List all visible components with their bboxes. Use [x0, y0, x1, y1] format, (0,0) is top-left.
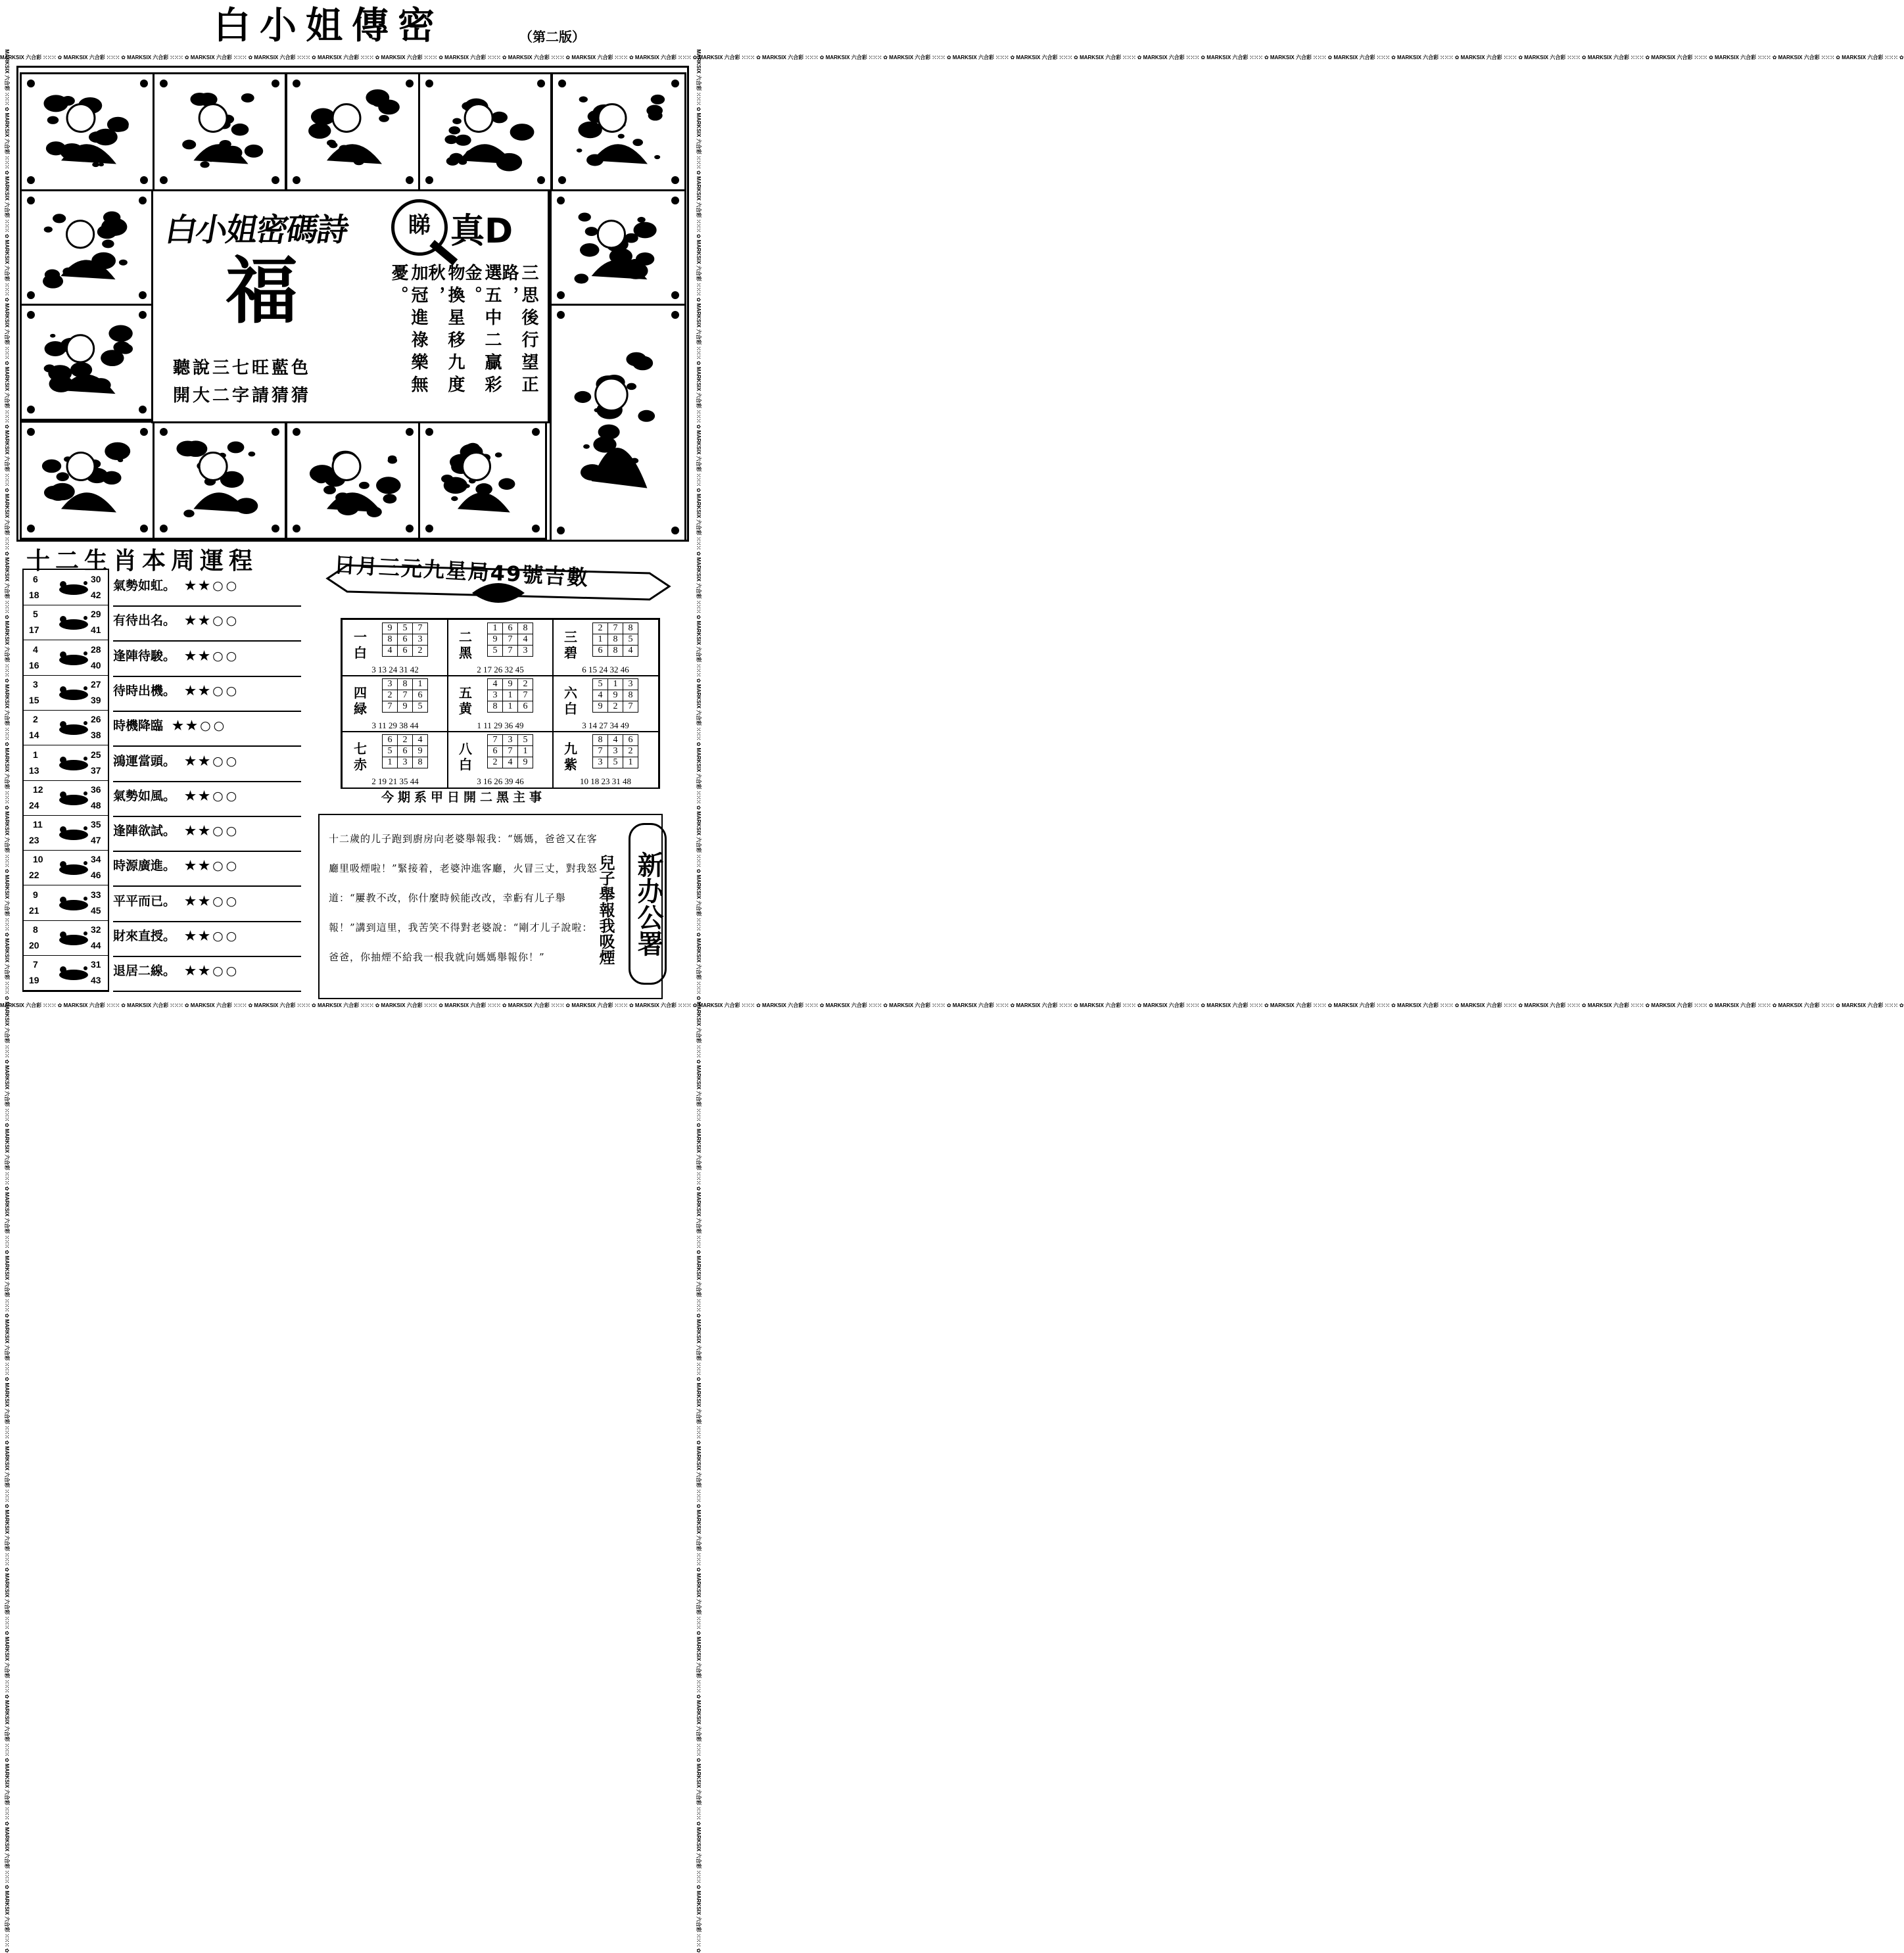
magic-square-cell: 8 [623, 623, 638, 634]
child-illustration-icon [22, 306, 152, 419]
fortune-text: 財來直授。 [113, 929, 176, 943]
magic-square-cell: 4 [593, 690, 608, 701]
magic-square-cell: 1 [593, 634, 608, 646]
zodiac-animal-icon [50, 927, 97, 948]
fortune-stars: ★★○○ [185, 753, 240, 768]
zodiac-num-c: 34 [91, 854, 101, 865]
magic-square-cell: 9 [503, 679, 518, 690]
zodiac-num-a: 2 [33, 714, 38, 725]
zodiac-animal-icon [50, 647, 97, 668]
zodiac-num-d: 44 [91, 940, 101, 951]
nine-star-square [342, 731, 448, 788]
magnifier-badge: 睇 [391, 199, 448, 256]
fortune-stars: ★★○○ [185, 824, 240, 839]
star-numbers: 10 18 23 31 48 [580, 776, 631, 786]
star-name: 一白 [354, 629, 367, 661]
fortune-text: 氣勢如風。 [113, 788, 176, 803]
zodiac-animal-icon [50, 682, 97, 703]
star-name: 八白 [459, 741, 472, 772]
magic-square-cell: 9 [608, 690, 623, 701]
zodiac-num-c: 30 [91, 574, 101, 584]
magic-square-cell: 6 [398, 646, 413, 657]
star-magic-square [487, 678, 533, 713]
illustration-cell [20, 189, 154, 306]
illustration-cell [20, 304, 154, 421]
zodiac-num-c: 26 [91, 714, 101, 725]
zodiac-num-b: 13 [29, 765, 39, 776]
magic-square-cell: 1 [518, 746, 533, 757]
magic-square-cell: 4 [488, 679, 503, 690]
child-illustration-icon [420, 74, 550, 189]
star-magic-square [592, 734, 638, 768]
illustration-cell [153, 421, 287, 540]
zodiac-fortune-row [113, 781, 301, 817]
magic-square-cell: 8 [518, 623, 533, 634]
zodiac-num-c: 35 [91, 819, 101, 830]
zodiac-number-column [22, 569, 109, 992]
star-magic-square [592, 678, 638, 713]
zodiac-num-b: 19 [29, 975, 39, 986]
nine-star-square [447, 619, 554, 676]
clue-line-2: 開大二字請猜猜 [173, 386, 312, 406]
magic-square-cell: 8 [608, 634, 623, 646]
illustration-cell [285, 421, 421, 540]
magic-square-cell: 3 [608, 746, 623, 757]
zodiac-animal-icon [50, 717, 97, 738]
story-side-title: 新办公署 [629, 823, 667, 985]
zodiac-row [24, 815, 108, 851]
clue-line-1: 聽說三七旺藍色 [173, 358, 312, 378]
nine-star-square [447, 675, 554, 732]
magic-square-cell: 7 [503, 746, 518, 757]
magic-square-cell: 6 [398, 634, 413, 646]
star-numbers: 3 16 26 39 46 [477, 776, 524, 786]
fortune-stars: ★★○○ [185, 893, 240, 908]
zodiac-fortune-row [113, 641, 301, 677]
zodiac-fortune-row [113, 676, 301, 712]
zodiac-num-c: 25 [91, 749, 101, 760]
fortune-stars: ★★○○ [185, 929, 240, 943]
magic-square-cell: 6 [413, 690, 428, 701]
star-name: 四緑 [354, 685, 367, 717]
lord-of-period: 今期系甲日開二黑主事 [381, 790, 546, 805]
zodiac-animal-icon [50, 752, 97, 773]
zodiac-num-d: 39 [91, 694, 101, 705]
zodiac-fortune-row [113, 746, 301, 782]
zodiac-animal-icon [50, 787, 97, 808]
magic-square-cell: 2 [383, 690, 398, 701]
zodiac-num-c: 31 [91, 959, 101, 970]
zodiac-num-a: 4 [33, 644, 38, 655]
poem-line-4: 加冠進祿樂無憂。 [389, 264, 428, 398]
fortune-text: 有待出名。 [113, 613, 176, 628]
magic-square-cell: 3 [503, 735, 518, 746]
poem-line-3: 物換星移九度秋， [425, 264, 465, 398]
zodiac-row [24, 955, 108, 991]
magic-square-cell: 9 [488, 634, 503, 646]
fortune-stars: ★★○○ [185, 964, 240, 979]
magic-square-cell: 2 [488, 757, 503, 768]
magic-square-cell: 5 [383, 746, 398, 757]
magic-square-cell: 1 [608, 679, 623, 690]
child-illustration-icon [553, 74, 684, 189]
zodiac-fortune-row [113, 851, 301, 887]
magic-square-cell: 7 [503, 634, 518, 646]
fortune-stars: ★★○○ [185, 859, 240, 874]
magic-square-cell: 5 [413, 701, 428, 713]
zodiac-row [24, 640, 108, 676]
star-magic-square [382, 678, 428, 713]
star-numbers: 2 19 21 35 44 [371, 776, 419, 786]
zodiac-animal-icon [50, 611, 97, 632]
nine-star-square [552, 675, 659, 732]
magic-square-cell: 7 [608, 623, 623, 634]
magic-square-cell: 7 [593, 746, 608, 757]
badge-suffix: 真D [450, 212, 513, 251]
star-magic-square [592, 623, 638, 657]
star-name: 三碧 [564, 629, 577, 661]
story-caption: 兒子舉報我吸煙 [596, 855, 615, 965]
zodiac-num-b: 16 [29, 659, 39, 671]
star-name: 九紫 [564, 741, 577, 772]
fortune-text: 平平而已。 [113, 893, 176, 908]
zodiac-fortune-row [113, 605, 301, 642]
illustration-cell [418, 72, 552, 191]
zodiac-num-c: 29 [91, 609, 101, 620]
zodiac-row [24, 885, 108, 921]
zodiac-num-d: 37 [91, 765, 101, 776]
magic-square-cell: 7 [413, 623, 428, 634]
fortune-text: 待時出機。 [113, 683, 176, 698]
zodiac-animal-icon [50, 822, 97, 843]
star-name: 七赤 [354, 741, 367, 772]
magic-square-cell: 5 [488, 646, 503, 657]
nine-star-square [342, 675, 448, 732]
fortune-text: 氣勢如虹。 [113, 578, 176, 593]
zodiac-num-a: 9 [33, 889, 38, 900]
illustration-cell [418, 421, 547, 540]
zodiac-num-b: 14 [29, 730, 39, 741]
fortune-text: 逢陣欲試。 [113, 824, 176, 839]
zodiac-animal-icon [50, 857, 97, 878]
magic-square-cell: 2 [413, 646, 428, 657]
zodiac-row [24, 570, 108, 605]
nine-star-square [552, 619, 659, 676]
magic-square-cell: 3 [383, 679, 398, 690]
magic-square-cell: 5 [593, 679, 608, 690]
zodiac-num-b: 20 [29, 940, 39, 951]
child-illustration-icon [552, 191, 684, 304]
magic-square-cell: 2 [398, 735, 413, 746]
nine-star-square [552, 731, 659, 788]
zodiac-num-c: 32 [91, 924, 101, 935]
banner-text: 日月三元九星局49號吉數 [333, 552, 590, 591]
zodiac-fortune-row [113, 886, 301, 922]
magic-square-cell: 3 [623, 679, 638, 690]
zodiac-num-d: 40 [91, 659, 101, 671]
fortune-text: 退居二線。 [113, 964, 176, 979]
star-name: 五黄 [459, 685, 472, 717]
border-right-wrap [693, 49, 703, 1953]
zodiac-row [24, 745, 108, 781]
magic-square-cell: 3 [518, 646, 533, 657]
zodiac-animal-icon [50, 892, 97, 913]
zodiac-animal-icon [50, 576, 97, 598]
zodiac-num-b: 21 [29, 905, 39, 916]
border-top-strip: MARKSIX 六合彩 ⁙⁙⁙ ✿ MARKSIX 六合彩 ⁙⁙⁙ ✿ MARKSIX 六合彩 ⁙⁙⁙ ✿ MARKSIX 六合彩 ⁙⁙⁙ ✿ MARKSIX 六合彩 ⁙⁙⁙ ✿ MARKSIX 六合彩 ⁙⁙⁙ ✿ MARKSIX 六合彩 ⁙⁙⁙ ✿ MARKSIX 六合彩 ⁙⁙⁙ ✿ MARKSIX 六合彩 ⁙⁙⁙ ✿ MARKSIX 六合彩 ⁙⁙⁙ ✿ MARKSIX 六合彩 ⁙⁙⁙ ✿ MARKSIX 六合彩 ⁙⁙⁙ ✿ MARKSIX 六合彩 ⁙⁙⁙ ✿ MARKSIX 六合彩 ⁙⁙⁙ ✿ MARKSIX 六合彩 ⁙⁙⁙ ✿ MARKSIX 六合彩 ⁙⁙⁙ ✿ MARKSIX 六合彩 ⁙⁙⁙ ✿ MARKSIX 六合彩 ⁙⁙⁙ ✿ MARKSIX 六合彩 ⁙⁙⁙ ✿ MARKSIX 六合彩 ⁙⁙⁙ ✿ MARKSIX 六合彩 ⁙⁙⁙ ✿ MARKSIX 六合彩 ⁙⁙⁙ ✿ MARKSIX 六合彩 ⁙⁙⁙ ✿ MARKSIX 六合彩 ⁙⁙⁙ ✿ MARKSIX 六合彩 ⁙⁙⁙ ✿ MARKSIX 六合彩 ⁙⁙⁙ ✿ MARKSIX 六合彩 ⁙⁙⁙ ✿ MARKSIX 六合彩 ⁙⁙⁙ ✿ MARKSIX 六合彩 ⁙⁙⁙ ✿ MARKSIX 六合彩 ⁙⁙⁙ ✿ [0, 55, 1904, 60]
magic-square-cell: 7 [518, 690, 533, 701]
zodiac-num-b: 15 [29, 694, 39, 705]
zodiac-num-d: 48 [91, 799, 101, 811]
magic-square-cell: 2 [518, 679, 533, 690]
zodiac-num-a: 1 [33, 749, 38, 760]
magic-square-cell: 2 [593, 623, 608, 634]
magic-square-cell: 7 [623, 701, 638, 713]
zodiac-num-a: 7 [33, 959, 38, 970]
zodiac-num-c: 28 [91, 644, 101, 655]
poem-line-2: 選五中二贏彩金。 [462, 264, 502, 398]
zodiac-num-c: 27 [91, 678, 101, 690]
zodiac-fortune-row [113, 571, 301, 607]
magic-square-cell: 3 [398, 757, 413, 768]
magic-square-cell: 9 [398, 701, 413, 713]
magic-square-cell: 1 [383, 757, 398, 768]
illustration-cell [551, 72, 686, 191]
magic-square-cell: 8 [398, 679, 413, 690]
fortune-stars: ★★○○ [172, 718, 227, 734]
magic-square-cell: 8 [413, 757, 428, 768]
magic-square-cell: 3 [593, 757, 608, 768]
nine-star-square [447, 731, 554, 788]
magic-square-cell: 5 [623, 634, 638, 646]
zodiac-row [24, 675, 108, 711]
zodiac-num-d: 38 [91, 730, 101, 741]
edition-label: （第二版） [519, 29, 585, 45]
zodiac-num-d: 42 [91, 590, 101, 600]
magic-square-cell: 1 [623, 757, 638, 768]
nine-star-banner [321, 552, 676, 605]
magic-square-cell: 6 [518, 701, 533, 713]
star-numbers: 3 14 27 34 49 [582, 720, 629, 730]
story-box [318, 814, 663, 999]
magic-square-cell: 6 [503, 623, 518, 634]
star-numbers: 1 11 29 36 49 [477, 720, 524, 730]
child-illustration-icon [287, 74, 419, 189]
zodiac-num-b: 18 [29, 590, 39, 600]
magic-square-cell: 5 [608, 757, 623, 768]
illustration-cell [20, 72, 155, 191]
zodiac-num-a: 12 [33, 784, 43, 795]
magic-square-cell: 4 [383, 646, 398, 657]
poem-line-1: 三思後行望正路， [499, 264, 538, 398]
magic-square-cell: 2 [608, 701, 623, 713]
magic-square-cell: 2 [623, 746, 638, 757]
magic-square-cell: 9 [518, 757, 533, 768]
magic-square-cell: 6 [488, 746, 503, 757]
child-illustration-icon [22, 74, 153, 189]
zodiac-row [24, 780, 108, 816]
fortune-text: 逢陣待駿。 [113, 648, 176, 663]
fortune-stars: ★★○○ [185, 648, 240, 663]
star-name: 二黑 [459, 629, 472, 661]
nine-star-grid [341, 618, 660, 789]
star-name: 六白 [564, 685, 577, 717]
zodiac-row [24, 850, 108, 885]
magic-square-cell: 8 [488, 701, 503, 713]
magic-square-cell: 6 [593, 646, 608, 657]
border-left-wrap [1, 49, 12, 1953]
magic-square-cell: 6 [383, 735, 398, 746]
star-magic-square [382, 734, 428, 768]
magic-square-cell: 5 [518, 735, 533, 746]
fortune-text: 時源廣進。 [113, 859, 176, 874]
zodiac-fortune-row [113, 921, 301, 957]
page-title: 白小姐傳密 [214, 4, 444, 47]
magic-square-cell: 1 [503, 701, 518, 713]
zodiac-num-a: 11 [33, 819, 43, 830]
zodiac-num-b: 22 [29, 870, 39, 881]
magic-square-cell: 9 [593, 701, 608, 713]
fortune-text: 鴻運當頭。 [113, 753, 176, 768]
magic-square-cell: 7 [398, 690, 413, 701]
fu-character: 福 [226, 248, 298, 333]
magic-square-cell: 8 [608, 646, 623, 657]
zodiac-num-c: 33 [91, 889, 101, 900]
child-illustration-icon [22, 191, 152, 304]
star-magic-square [487, 623, 533, 657]
fortune-stars: ★★○○ [185, 788, 240, 803]
zodiac-num-d: 45 [91, 905, 101, 916]
zodiac-fortune-row [113, 816, 301, 852]
illustration-cell [550, 304, 686, 542]
magic-square-cell: 4 [503, 757, 518, 768]
zodiac-row [24, 605, 108, 640]
zodiac-num-a: 10 [33, 854, 43, 865]
child-illustration-icon [22, 423, 153, 538]
zodiac-fortune-row [113, 956, 301, 992]
zodiac-row [24, 920, 108, 956]
magic-square-cell: 7 [503, 646, 518, 657]
magic-square-cell: 4 [413, 735, 428, 746]
magic-square-cell: 7 [488, 735, 503, 746]
border-bottom-strip: MARKSIX 六合彩 ⁙⁙⁙ ✿ MARKSIX 六合彩 ⁙⁙⁙ ✿ MARKSIX 六合彩 ⁙⁙⁙ ✿ MARKSIX 六合彩 ⁙⁙⁙ ✿ MARKSIX 六合彩 ⁙⁙⁙ ✿ MARKSIX 六合彩 ⁙⁙⁙ ✿ MARKSIX 六合彩 ⁙⁙⁙ ✿ MARKSIX 六合彩 ⁙⁙⁙ ✿ MARKSIX 六合彩 ⁙⁙⁙ ✿ MARKSIX 六合彩 ⁙⁙⁙ ✿ MARKSIX 六合彩 ⁙⁙⁙ ✿ MARKSIX 六合彩 ⁙⁙⁙ ✿ MARKSIX 六合彩 ⁙⁙⁙ ✿ MARKSIX 六合彩 ⁙⁙⁙ ✿ MARKSIX 六合彩 ⁙⁙⁙ ✿ MARKSIX 六合彩 ⁙⁙⁙ ✿ MARKSIX 六合彩 ⁙⁙⁙ ✿ MARKSIX 六合彩 ⁙⁙⁙ ✿ MARKSIX 六合彩 ⁙⁙⁙ ✿ MARKSIX 六合彩 ⁙⁙⁙ ✿ MARKSIX 六合彩 ⁙⁙⁙ ✿ MARKSIX 六合彩 ⁙⁙⁙ ✿ MARKSIX 六合彩 ⁙⁙⁙ ✿ MARKSIX 六合彩 ⁙⁙⁙ ✿ MARKSIX 六合彩 ⁙⁙⁙ ✿ MARKSIX 六合彩 ⁙⁙⁙ ✿ MARKSIX 六合彩 ⁙⁙⁙ ✿ MARKSIX 六合彩 ⁙⁙⁙ ✿ MARKSIX 六合彩 ⁙⁙⁙ ✿ MARKSIX 六合彩 ⁙⁙⁙ ✿ [0, 1002, 1904, 1008]
illustration-cell [285, 72, 421, 191]
border-left-strip: MARKSIX 六合彩 ⁙⁙⁙ ✿ MARKSIX 六合彩 ⁙⁙⁙ ✿ MARKSIX 六合彩 ⁙⁙⁙ ✿ MARKSIX 六合彩 ⁙⁙⁙ ✿ MARKSIX 六合彩 ⁙⁙⁙ ✿ MARKSIX 六合彩 ⁙⁙⁙ ✿ MARKSIX 六合彩 ⁙⁙⁙ ✿ MARKSIX 六合彩 ⁙⁙⁙ ✿ MARKSIX 六合彩 ⁙⁙⁙ ✿ MARKSIX 六合彩 ⁙⁙⁙ ✿ MARKSIX 六合彩 ⁙⁙⁙ ✿ MARKSIX 六合彩 ⁙⁙⁙ ✿ MARKSIX 六合彩 ⁙⁙⁙ ✿ MARKSIX 六合彩 ⁙⁙⁙ ✿ MARKSIX 六合彩 ⁙⁙⁙ ✿ MARKSIX 六合彩 ⁙⁙⁙ ✿ MARKSIX 六合彩 ⁙⁙⁙ ✿ MARKSIX 六合彩 ⁙⁙⁙ ✿ MARKSIX 六合彩 ⁙⁙⁙ ✿ MARKSIX 六合彩 ⁙⁙⁙ ✿ MARKSIX 六合彩 ⁙⁙⁙ ✿ MARKSIX 六合彩 ⁙⁙⁙ ✿ MARKSIX 六合彩 ⁙⁙⁙ ✿ MARKSIX 六合彩 ⁙⁙⁙ ✿ MARKSIX 六合彩 ⁙⁙⁙ ✿ MARKSIX 六合彩 ⁙⁙⁙ ✿ MARKSIX 六合彩 ⁙⁙⁙ ✿ MARKSIX 六合彩 ⁙⁙⁙ ✿ MARKSIX 六合彩 ⁙⁙⁙ ✿ MARKSIX 六合彩 ⁙⁙⁙ ✿ [4, 49, 10, 1953]
magic-square-cell: 8 [383, 634, 398, 646]
zodiac-num-b: 24 [29, 799, 39, 811]
zodiac-title: 十二生肖本周運程 [26, 548, 258, 575]
magic-square-cell: 3 [413, 634, 428, 646]
poem-panel [151, 189, 550, 423]
magic-square-cell: 3 [488, 690, 503, 701]
illustration-cell [550, 189, 686, 306]
story-text: 十二歲的儿子跑到廚房向老婆舉報我：“媽媽，爸爸又在客廳里吸煙啦！”緊接着，老婆沖進客廳，火冒三丈，對我怒道：“屢教不改，你什麼時候能改改，幸虧有儿子舉報！”講到這里，我苦笑不得對老婆說：“剛才儿子說啦：爸爸，你抽煙不給我一根我就向媽媽舉報你！” [329, 833, 598, 963]
magic-square-cell: 4 [623, 646, 638, 657]
star-numbers: 2 17 26 32 45 [477, 665, 524, 674]
zodiac-row [24, 710, 108, 745]
illustration-cell [20, 421, 155, 540]
magic-square-cell: 8 [593, 735, 608, 746]
zodiac-num-c: 36 [91, 784, 101, 795]
zodiac-num-a: 5 [33, 609, 38, 620]
magic-square-cell: 1 [503, 690, 518, 701]
child-illustration-icon [420, 423, 545, 538]
child-illustration-icon [552, 306, 684, 540]
magic-square-cell: 5 [398, 623, 413, 634]
fortune-text: 時機降臨 [113, 718, 164, 734]
zodiac-animal-icon [50, 962, 97, 983]
zodiac-num-a: 6 [33, 574, 38, 584]
star-numbers: 3 13 24 31 42 [371, 665, 419, 674]
magic-square-cell: 9 [413, 746, 428, 757]
zodiac-num-a: 8 [33, 924, 38, 935]
star-magic-square [382, 623, 428, 657]
magic-square-cell: 7 [383, 701, 398, 713]
illustration-cell [153, 72, 287, 191]
zodiac-num-a: 3 [33, 678, 38, 690]
border-right-strip: MARKSIX 六合彩 ⁙⁙⁙ ✿ MARKSIX 六合彩 ⁙⁙⁙ ✿ MARKSIX 六合彩 ⁙⁙⁙ ✿ MARKSIX 六合彩 ⁙⁙⁙ ✿ MARKSIX 六合彩 ⁙⁙⁙ ✿ MARKSIX 六合彩 ⁙⁙⁙ ✿ MARKSIX 六合彩 ⁙⁙⁙ ✿ MARKSIX 六合彩 ⁙⁙⁙ ✿ MARKSIX 六合彩 ⁙⁙⁙ ✿ MARKSIX 六合彩 ⁙⁙⁙ ✿ MARKSIX 六合彩 ⁙⁙⁙ ✿ MARKSIX 六合彩 ⁙⁙⁙ ✿ MARKSIX 六合彩 ⁙⁙⁙ ✿ MARKSIX 六合彩 ⁙⁙⁙ ✿ MARKSIX 六合彩 ⁙⁙⁙ ✿ MARKSIX 六合彩 ⁙⁙⁙ ✿ MARKSIX 六合彩 ⁙⁙⁙ ✿ MARKSIX 六合彩 ⁙⁙⁙ ✿ MARKSIX 六合彩 ⁙⁙⁙ ✿ MARKSIX 六合彩 ⁙⁙⁙ ✿ MARKSIX 六合彩 ⁙⁙⁙ ✿ MARKSIX 六合彩 ⁙⁙⁙ ✿ MARKSIX 六合彩 ⁙⁙⁙ ✿ MARKSIX 六合彩 ⁙⁙⁙ ✿ MARKSIX 六合彩 ⁙⁙⁙ ✿ MARKSIX 六合彩 ⁙⁙⁙ ✿ MARKSIX 六合彩 ⁙⁙⁙ ✿ MARKSIX 六合彩 ⁙⁙⁙ ✿ MARKSIX 六合彩 ⁙⁙⁙ ✿ MARKSIX 六合彩 ⁙⁙⁙ ✿ [696, 49, 702, 1953]
poem-title: 白小姐密碼詩 [162, 212, 351, 248]
child-illustration-icon [155, 74, 285, 189]
fortune-stars: ★★○○ [185, 578, 240, 593]
child-illustration-icon [287, 423, 419, 538]
magic-square-cell: 4 [518, 634, 533, 646]
zodiac-num-b: 23 [29, 835, 39, 846]
star-numbers: 3 11 29 38 44 [371, 720, 419, 730]
zodiac-num-d: 43 [91, 975, 101, 986]
magic-square-cell: 6 [623, 735, 638, 746]
magic-square-cell: 6 [398, 746, 413, 757]
star-magic-square [487, 734, 533, 768]
zodiac-num-d: 46 [91, 870, 101, 881]
child-illustration-icon [155, 423, 285, 538]
fortune-stars: ★★○○ [185, 683, 240, 698]
magic-square-cell: 4 [608, 735, 623, 746]
magic-square-cell: 1 [413, 679, 428, 690]
magic-square-cell: 8 [623, 690, 638, 701]
star-numbers: 6 15 24 32 46 [582, 665, 629, 674]
fortune-stars: ★★○○ [185, 613, 240, 628]
nine-star-square [342, 619, 448, 676]
magic-square-cell: 9 [383, 623, 398, 634]
zodiac-num-d: 47 [91, 835, 101, 846]
magic-square-cell: 1 [488, 623, 503, 634]
zodiac-fortune-row [113, 711, 301, 747]
zodiac-num-d: 41 [91, 624, 101, 636]
zodiac-num-b: 17 [29, 624, 39, 636]
